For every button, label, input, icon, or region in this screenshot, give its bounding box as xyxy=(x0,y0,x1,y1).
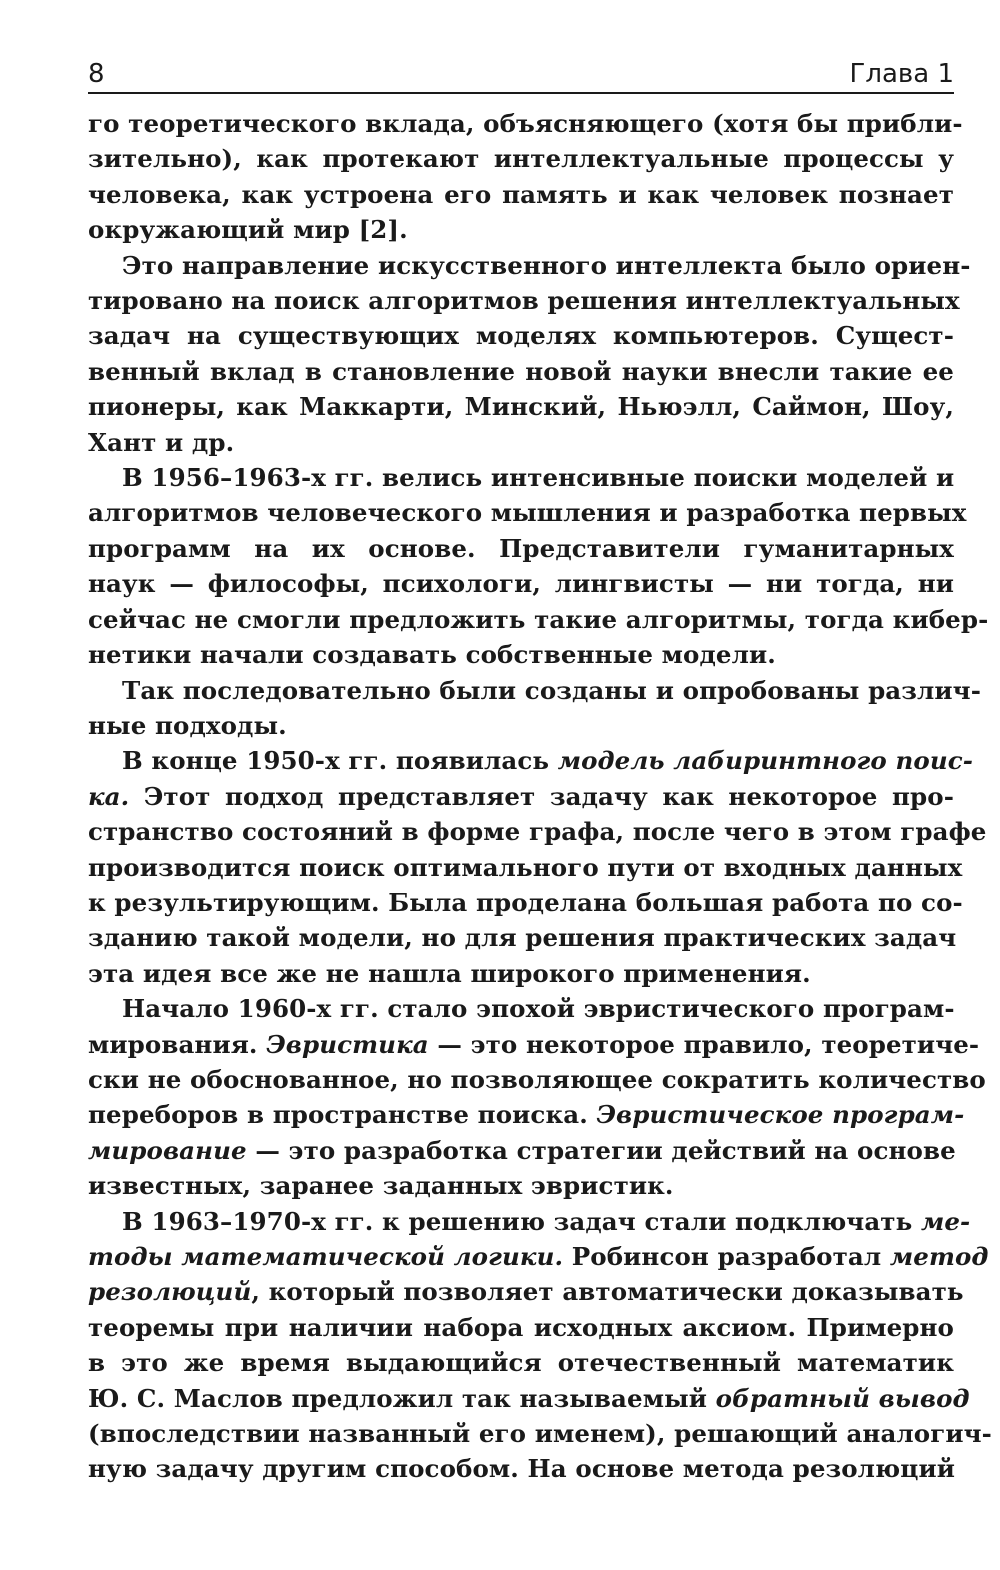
text-line: нетики начали создавать собственные модели. xyxy=(88,640,776,670)
italic-term: обратный вывод xyxy=(715,1383,970,1413)
italic-term: Эвристическое програм- xyxy=(596,1100,965,1130)
italic-term: мирование xyxy=(88,1135,247,1165)
text-run: — это разработка стратегии действий на основе xyxy=(246,1135,956,1165)
text-line: ную задачу другим способом. На основе метода резолюций xyxy=(88,1454,956,1484)
text-line xyxy=(88,1239,989,1274)
italic-term: тоды математической логики. xyxy=(88,1242,564,1271)
text-line: го теоретического вклада, объясняющего (хотя бы прибли- xyxy=(88,109,963,138)
text-run: В конце 1950-х гг. появилась xyxy=(122,746,558,776)
text-run: Робинсон разработал xyxy=(563,1242,890,1271)
text-line: Так последовательно были созданы и опробованы различ- xyxy=(122,675,981,705)
text-line: человека, как устроена его память и как человек познает xyxy=(88,179,954,209)
italic-term: ме- xyxy=(920,1206,971,1236)
paragraph-p6 xyxy=(88,991,986,1203)
text-line: зданию такой модели, но для решения практических задач xyxy=(88,923,957,953)
text-line: Это направление искусственного интеллекта было ориен- xyxy=(122,250,971,280)
paragraph-p2 xyxy=(88,248,971,460)
text-line: окружающий мир [2]. xyxy=(88,215,408,245)
text-run: Этот подход представляет задачу как некоторое про- xyxy=(129,781,954,811)
text-line: В 1956–1963-х гг. велись интенсивные поиски моделей и xyxy=(122,463,955,493)
text-run: мирования. xyxy=(88,1029,267,1059)
text-line: известных, заранее заданных эвристик. xyxy=(88,1171,674,1201)
text-line xyxy=(88,1027,980,1062)
text-line: странство состояний в форме графа, после чего в этом графе xyxy=(88,817,987,847)
text-line xyxy=(88,1274,964,1309)
text-line: сейчас не смогли предложить такие алгоритмы, тогда кибер- xyxy=(88,604,989,634)
page-number: 8 xyxy=(88,59,105,89)
text-line: Начало 1960-х гг. стало эпохой эвристического програм- xyxy=(122,994,955,1024)
text-line: алгоритмов человеческого мышления и разработка первых xyxy=(88,498,967,528)
text-line: тировано на поиск алгоритмов решения интеллектуальных xyxy=(88,286,960,316)
italic-term: резолюций xyxy=(88,1277,252,1307)
text-line: наук — философы, психологи, лингвисты — ни тогда, ни xyxy=(88,569,954,599)
text-line: программ на их основе. Представители гуманитарных xyxy=(88,533,954,563)
text-line: ные подходы. xyxy=(88,710,287,740)
text-run: , который позволяет автоматически доказывать xyxy=(251,1277,964,1307)
text-line: венный вклад в становление новой науки внесли такие ее xyxy=(88,356,954,386)
paragraph-p4 xyxy=(88,673,981,744)
text-line: к результирующим. Была проделана большая работа по со- xyxy=(88,887,963,917)
italic-term: метод xyxy=(889,1242,989,1271)
text-run: переборов в пространстве поиска. xyxy=(88,1100,597,1130)
text-line: эта идея все же не нашла широкого применения. xyxy=(88,958,811,988)
text-line xyxy=(88,1097,965,1132)
running-head xyxy=(88,56,954,94)
text-line: зительно), как протекают интеллектуальные процессы у xyxy=(88,144,954,174)
text-run: Ю. С. Маслов предложил так называемый xyxy=(88,1383,716,1413)
italic-term: Эвристика xyxy=(266,1029,429,1059)
chapter-label: Глава 1 xyxy=(849,59,954,89)
text-line: пионеры, как Маккарти, Минский, Ньюэлл, Саймон, Шоу, xyxy=(88,392,954,422)
paragraph-p7 xyxy=(88,1204,992,1487)
book-page xyxy=(88,56,992,1487)
text-line: задач на существующих моделях компьютеров. Сущест- xyxy=(88,321,954,351)
paragraph-p3 xyxy=(88,460,989,672)
text-line xyxy=(88,779,954,814)
italic-term: модель лабиринтного поис- xyxy=(557,746,974,776)
text-line xyxy=(88,1204,971,1239)
text-line xyxy=(88,743,974,778)
text-run: — это некоторое правило, теоретиче- xyxy=(428,1029,980,1059)
text-line: ски не обоснованное, но позволяющее сократить количество xyxy=(88,1064,986,1094)
text-line: теоремы при наличии набора исходных аксиом. Примерно xyxy=(88,1312,954,1342)
paragraph-p5 xyxy=(88,743,987,991)
text-line xyxy=(88,1133,954,1168)
text-line: в это же время выдающийся отечественный математик xyxy=(88,1348,954,1378)
body-text xyxy=(88,106,992,1487)
italic-term: ка. xyxy=(88,781,130,811)
paragraph-p1 xyxy=(88,106,963,248)
text-line: (впоследствии названный его именем), решающий аналогич- xyxy=(88,1419,992,1449)
text-run: В 1963–1970-х гг. к решению задач стали подключать xyxy=(122,1206,921,1236)
text-line: Хант и др. xyxy=(88,427,235,457)
text-line: производится поиск оптимального пути от входных данных xyxy=(88,852,963,882)
text-line xyxy=(88,1381,970,1416)
